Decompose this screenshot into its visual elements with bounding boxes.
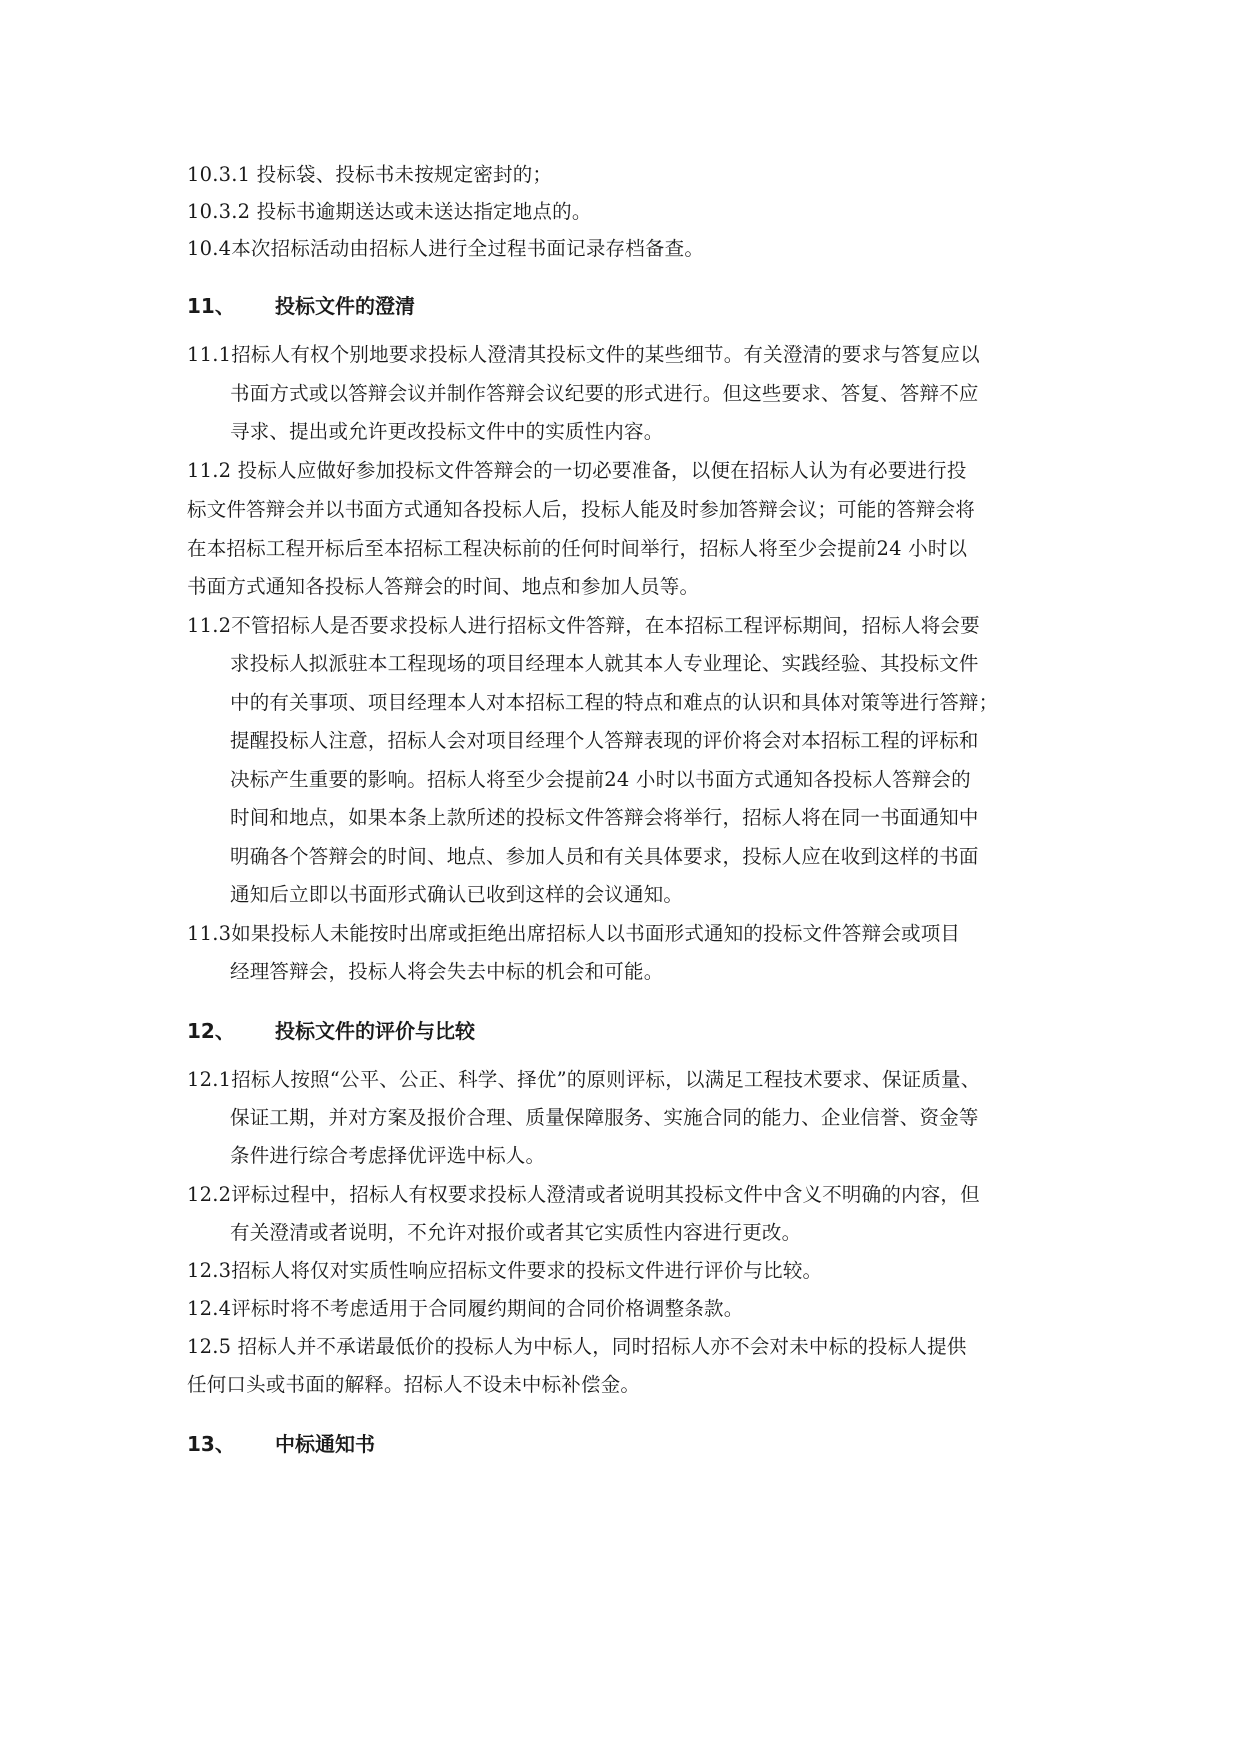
paragraph-line: 决标产生重要的影响。招标人将至少会提前24 小时以书面方式通知各投标人答辩会的 bbox=[230, 768, 971, 791]
paragraph-line: 保证工期，并对方案及报价合理、质量保障服务、实施合同的能力、企业信誉、资金等 bbox=[230, 1106, 979, 1129]
paragraph-line: 经理答辩会，投标人将会失去中标的机会和可能。 bbox=[230, 960, 664, 983]
clause-10-3-2: 10.3.2 投标书逾期送达或未送达指定地点的。 bbox=[187, 200, 592, 223]
paragraph-line: 提醒投标人注意，招标人会对项目经理个人答辩表现的评价将会对本招标工程的评标和 bbox=[230, 729, 979, 752]
section-13-heading bbox=[187, 1432, 375, 1456]
paragraph-line: 11.1招标人有权个别地要求投标人澄清其投标文件的某些细节。有关澄清的要求与答复应以 bbox=[187, 343, 980, 366]
section-number: 13、 bbox=[187, 1432, 235, 1456]
paragraph-line: 中的有关事项、项目经理本人对本招标工程的特点和难点的认识和具体对策等进行答辩； bbox=[230, 691, 999, 714]
paragraph-line: 求投标人拟派驻本工程现场的项目经理本人就其本人专业理论、实践经验、其投标文件 bbox=[230, 652, 979, 675]
paragraph-line: 任何口头或书面的解释。招标人不设未中标补偿金。 bbox=[187, 1373, 641, 1396]
section-number: 11、 bbox=[187, 294, 235, 318]
paragraph-line: 标文件答辩会并以书面方式通知各投标人后，投标人能及时参加答辩会议；可能的答辩会将 bbox=[187, 498, 976, 521]
paragraph-line: 12.5 招标人并不承诺最低价的投标人为中标人，同时招标人亦不会对未中标的投标人提供 bbox=[187, 1335, 967, 1358]
paragraph-line: 12.2评标过程中，招标人有权要求投标人澄清或者说明其投标文件中含义不明确的内容，但 bbox=[187, 1183, 980, 1206]
paragraph-line: 书面方式或以答辩会议并制作答辩会议纪要的形式进行。但这些要求、答复、答辩不应 bbox=[230, 382, 979, 405]
section-11-heading bbox=[187, 294, 415, 318]
paragraph-line: 11.3如果投标人未能按时出席或拒绝出席招标人以书面形式通知的投标文件答辩会或项目 bbox=[187, 922, 961, 945]
paragraph-line: 11.2 投标人应做好参加投标文件答辩会的一切必要准备，以便在招标人认为有必要进行投 bbox=[187, 459, 967, 482]
clause-10-4: 10.4本次招标活动由招标人进行全过程书面记录存档备查。 bbox=[187, 237, 705, 260]
paragraph-line: 通知后立即以书面形式确认已收到这样的会议通知。 bbox=[230, 883, 684, 906]
paragraph-line: 有关澄清或者说明，不允许对报价或者其它实质性内容进行更改。 bbox=[230, 1221, 802, 1244]
section-title: 投标文件的澄清 bbox=[275, 294, 415, 318]
clause-10-3-1: 10.3.1 投标袋、投标书未按规定密封的； bbox=[187, 163, 553, 186]
paragraph-line: 12.1招标人按照“公平、公正、科学、择优”的原则评标，以满足工程技术要求、保证质量、 bbox=[187, 1068, 981, 1091]
section-12-heading bbox=[187, 1019, 475, 1043]
section-title: 投标文件的评价与比较 bbox=[275, 1019, 475, 1043]
paragraph-line: 书面方式通知各投标人答辩会的时间、地点和参加人员等。 bbox=[187, 575, 700, 598]
paragraph-line: 条件进行综合考虑择优评选中标人。 bbox=[230, 1144, 546, 1167]
paragraph-line: 在本招标工程开标后至本招标工程决标前的任何时间举行，招标人将至少会提前24 小时以 bbox=[187, 537, 968, 560]
paragraph-line: 11.2不管招标人是否要求投标人进行招标文件答辩，在本招标工程评标期间，招标人将会要 bbox=[187, 614, 980, 637]
paragraph-line: 明确各个答辩会的时间、地点、参加人员和有关具体要求，投标人应在收到这样的书面 bbox=[230, 845, 979, 868]
paragraph-line: 12.4评标时将不考虑适用于合同履约期间的合同价格调整条款。 bbox=[187, 1297, 744, 1320]
paragraph-line: 12.3招标人将仅对实质性响应招标文件要求的投标文件进行评价与比较。 bbox=[187, 1259, 823, 1282]
paragraph-line: 寻求、提出或允许更改投标文件中的实质性内容。 bbox=[230, 420, 664, 443]
section-title: 中标通知书 bbox=[275, 1432, 375, 1456]
section-number: 12、 bbox=[187, 1019, 235, 1043]
paragraph-line: 时间和地点，如果本条上款所述的投标文件答辩会将举行，招标人将在同一书面通知中 bbox=[230, 806, 979, 829]
